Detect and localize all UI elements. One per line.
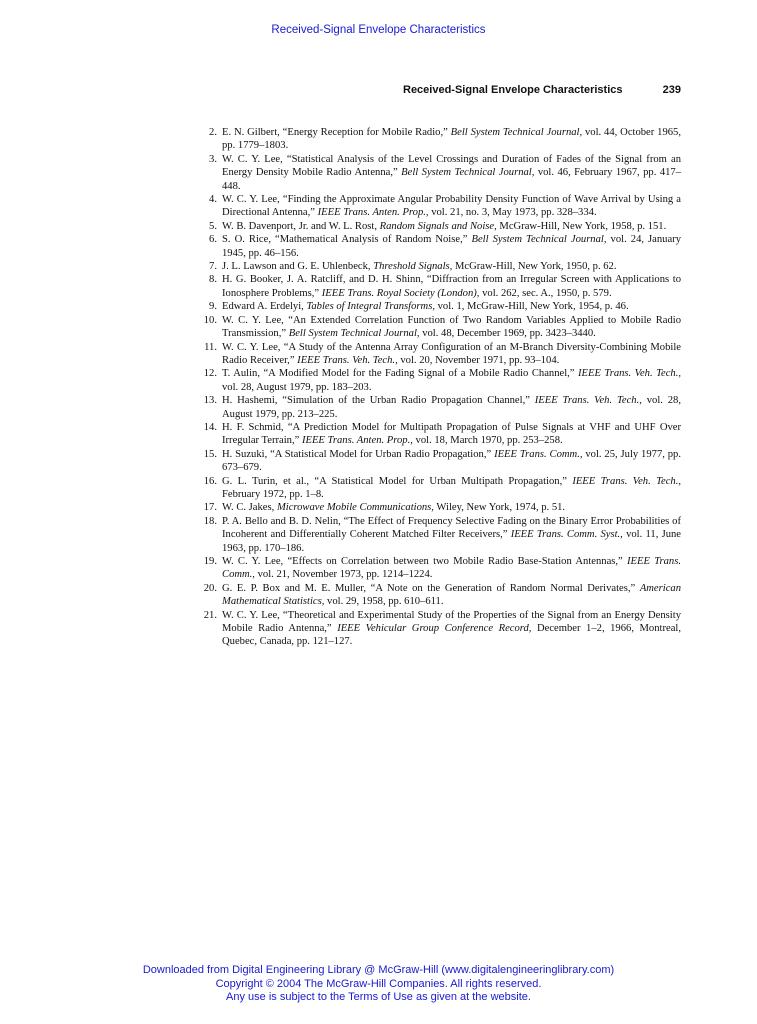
reference-authors-title: G. L. Turin, et al., “A Statistical Model for Urban Multipath Propagation,”: [222, 475, 573, 487]
reference-number: 18.: [203, 515, 217, 527]
reference-authors-title: W. C. Y. Lee, “Finding the Approximate Angular Probability Density Function of Wave Arrival by Using a Directional Antenna,”: [222, 194, 681, 219]
reference-details: vol. 11, June 1963, pp. 170–186.: [222, 529, 682, 554]
reference-number: 9.: [209, 301, 217, 313]
reference-number: 2.: [209, 127, 217, 138]
reference-item: [200, 367, 681, 394]
reference-authors-title: J. L. Lawson and G. E. Uhlenbeck,: [222, 261, 374, 273]
reference-details: vol. 28, August 1979, pp. 213–225.: [222, 395, 681, 420]
running-head-title: Received-Signal Envelope Characteristics: [403, 84, 623, 96]
reference-authors-title: H. G. Booker, J. A. Ratcliff, and D. H. Shinn, “Diffraction from an Irregular Screen with Applications to Ionosphere Problems,”: [222, 274, 681, 299]
reference-number: 16.: [203, 475, 217, 487]
reference-details: vol. 20, November 1971, pp. 93–104.: [397, 354, 560, 366]
reference-item: [200, 260, 681, 273]
reference-source: IEEE Trans. Veh. Tech.,: [577, 368, 681, 380]
reference-text: [222, 395, 681, 419]
reference-text: [222, 476, 681, 500]
reference-item: [200, 475, 681, 502]
reference-details: vol. 1, McGraw-Hill, New York, 1954, p. 46.: [434, 301, 629, 313]
reference-details: McGraw-Hill, New York, 1958, p. 151.: [496, 220, 667, 232]
reference-details: December 1–2, 1966, Montreal, Quebec, Canada, pp. 121–127.: [222, 623, 681, 648]
reference-number: 4.: [209, 194, 217, 206]
reference-details: vol. 24, January 1945, pp. 46–156.: [222, 234, 682, 259]
reference-number: 11.: [204, 341, 217, 353]
page-number: 239: [662, 84, 681, 96]
reference-authors-title: W. C. Y. Lee, “A Study of the Antenna Array Configuration of an M-Branch Diversity-Combining Mobile Radio Receiver,”: [222, 341, 681, 366]
reference-details: vol. 44, October 1965, pp. 1779–1803.: [222, 127, 681, 152]
reference-details: vol. 28, August 1979, pp. 183–203.: [222, 381, 372, 393]
reference-source: Bell System Technical Journal,: [450, 127, 583, 138]
reference-authors-title: T. Aulin, “A Modified Model for the Fading Signal of a Mobile Radio Channel,”: [222, 368, 578, 380]
reference-text: [222, 194, 681, 218]
reference-source: IEEE Trans. Veh. Tech.,: [534, 395, 642, 407]
reference-source: IEEE Trans. Anten. Prop.,: [301, 435, 413, 447]
reference-source: IEEE Trans. Veh. Tech.,: [572, 475, 681, 487]
reference-authors-title: W. B. Davenport, Jr. and W. L. Rost,: [222, 220, 380, 232]
reference-item: [200, 153, 681, 193]
reference-source: Bell System Technical Journal,: [471, 234, 607, 246]
reference-source: Threshold Signals,: [373, 261, 453, 273]
footer-copyright: Copyright © 2004 The McGraw-Hill Companies. All rights reserved.: [215, 977, 542, 990]
reference-number: 7.: [209, 261, 217, 273]
reference-item: [200, 501, 681, 514]
reference-source: IEEE Vehicular Group Conference Record,: [337, 623, 532, 635]
reference-authors-title: H. F. Schmid, “A Prediction Model for Multipath Propagation of Pulse Signals at VHF and UHF Over Irregular Terrain,”: [222, 421, 681, 447]
reference-authors-title: W. C. Y. Lee, “Effects on Correlation between two Mobile Radio Base-Station Antennas,”: [222, 556, 628, 567]
reference-authors-title: H. Suzuki, “A Statistical Model for Urban Radio Propagation,”: [222, 448, 495, 460]
footer-notice: [0, 964, 757, 1005]
reference-item: [200, 193, 681, 220]
reference-details: February 1972, pp. 1–8.: [222, 488, 324, 500]
reference-number: 10.: [203, 314, 217, 326]
reference-source: IEEE Trans. Comm. Syst.,: [510, 529, 623, 541]
reference-details: Wiley, New York, 1974, p. 51.: [433, 502, 566, 514]
reference-number: 15.: [203, 448, 217, 460]
reference-text: [222, 449, 681, 473]
reference-authors-title: Edward A. Erdelyi,: [222, 301, 307, 313]
reference-source: IEEE Trans. Royal Society (London),: [321, 287, 480, 299]
reference-item: [200, 300, 681, 313]
reference-text: [222, 315, 681, 339]
reference-item: [200, 314, 681, 341]
reference-source: Bell System Technical Journal,: [288, 328, 420, 340]
reference-text: [222, 516, 681, 554]
reference-source: IEEE Trans. Veh. Tech.,: [297, 354, 398, 366]
reference-number: 12.: [203, 368, 217, 380]
footer-download-link[interactable]: Downloaded from Digital Engineering Library @ McGraw-Hill (www.digitalengineeringlibrary.com): [142, 964, 615, 976]
reference-text: [222, 221, 666, 232]
reference-details: vol. 18, March 1970, pp. 253–258.: [412, 435, 563, 447]
reference-authors-title: E. N. Gilbert, “Energy Reception for Mobile Radio,”: [222, 127, 451, 138]
reference-item: [200, 126, 681, 153]
footer-terms-link[interactable]: Any use is subject to the Terms of Use as given at the website.: [226, 991, 531, 1003]
reference-text: [222, 422, 681, 446]
reference-item: [200, 394, 681, 421]
reference-details: vol. 48, December 1969, pp. 3423–3440.: [419, 328, 596, 340]
reference-source: Bell System Technical Journal,: [401, 167, 535, 179]
reference-source: Microwave Mobile Communications,: [276, 502, 434, 514]
reference-details: vol. 29, 1958, pp. 610–611.: [324, 596, 444, 608]
reference-authors-title: S. O. Rice, “Mathematical Analysis of Random Noise,”: [222, 234, 472, 246]
reference-text: [222, 154, 681, 192]
reference-item: [200, 421, 681, 448]
reference-text: [222, 368, 681, 392]
reference-item: [200, 273, 681, 300]
reference-text: [222, 610, 681, 648]
reference-source: American Mathematical Statistics,: [222, 582, 681, 608]
reference-details: vol. 25, July 1977, pp. 673–679.: [222, 448, 681, 474]
reference-number: 3.: [209, 153, 217, 165]
reference-item: [200, 609, 681, 649]
reference-text: [222, 274, 681, 298]
reference-list: [200, 126, 681, 649]
reference-item: [200, 515, 681, 555]
reference-text: [222, 502, 565, 513]
chapter-title-link[interactable]: Received-Signal Envelope Characteristics: [271, 24, 486, 36]
reference-item: [200, 341, 681, 368]
reference-number: 8.: [209, 274, 217, 286]
reference-details: vol. 262, sec. A., 1950, p. 579.: [479, 287, 612, 299]
reference-authors-title: P. A. Bello and B. D. Nelin, “The Effect of Frequency Selective Fading on the Binary Error Probabilities of Incoherent and Differentially Coherent Matched Filter Receivers,”: [222, 515, 681, 541]
reference-item: [200, 582, 681, 609]
reference-details: vol. 21, no. 3, May 1973, pp. 328–334.: [428, 207, 597, 219]
reference-number: 5.: [209, 220, 217, 232]
reference-number: 13.: [203, 395, 217, 407]
reference-text: [222, 342, 681, 366]
reference-item: [200, 233, 681, 260]
reference-item: [200, 220, 681, 233]
reference-text: [222, 127, 681, 151]
reference-source: IEEE Trans. Comm.,: [222, 556, 681, 581]
reference-source: Random Signals and Noise,: [379, 220, 497, 232]
reference-source: Tables of Integral Transforms,: [306, 301, 435, 313]
reference-text: [222, 583, 681, 607]
reference-number: 14.: [203, 421, 217, 433]
reference-authors-title: G. E. P. Box and M. E. Muller, “A Note on the Generation of Random Normal Derivates,”: [222, 582, 640, 594]
reference-text: [222, 301, 629, 312]
reference-authors-title: W. C. Y. Lee, “Theoretical and Experimental Study of the Properties of the Signal from an Energy Density Mobile Radio Antenna,”: [222, 609, 681, 635]
reference-text: [222, 234, 681, 258]
reference-number: 20.: [203, 582, 217, 594]
reference-authors-title: W. C. Y. Lee, “An Extended Correlation Function of Two Random Variables Applied to Mobile Radio Transmission,”: [222, 314, 681, 340]
reference-item: [200, 555, 681, 582]
reference-authors-title: H. Hashemi, “Simulation of the Urban Radio Propagation Channel,”: [222, 395, 535, 407]
reference-details: vol. 21, November 1973, pp. 1214–1224.: [254, 569, 433, 581]
reference-number: 19.: [203, 556, 217, 567]
reference-source: IEEE Trans. Anten. Prop.,: [317, 207, 429, 219]
reference-authors-title: W. C. Jakes,: [222, 502, 277, 514]
reference-item: [200, 448, 681, 475]
reference-number: 6.: [209, 234, 217, 246]
reference-text: [222, 556, 681, 580]
reference-number: 17.: [203, 502, 217, 514]
reference-source: IEEE Trans. Comm.,: [494, 448, 583, 460]
reference-text: [222, 261, 617, 272]
reference-details: vol. 46, February 1967, pp. 417–448.: [222, 167, 682, 192]
reference-authors-title: W. C. Y. Lee, “Statistical Analysis of the Level Crossings and Duration of Fades of the Signal from an Energy Density Mobile Radio Antenna,”: [222, 153, 681, 179]
reference-details: McGraw-Hill, New York, 1950, p. 62.: [452, 261, 617, 273]
reference-number: 21.: [203, 609, 217, 621]
